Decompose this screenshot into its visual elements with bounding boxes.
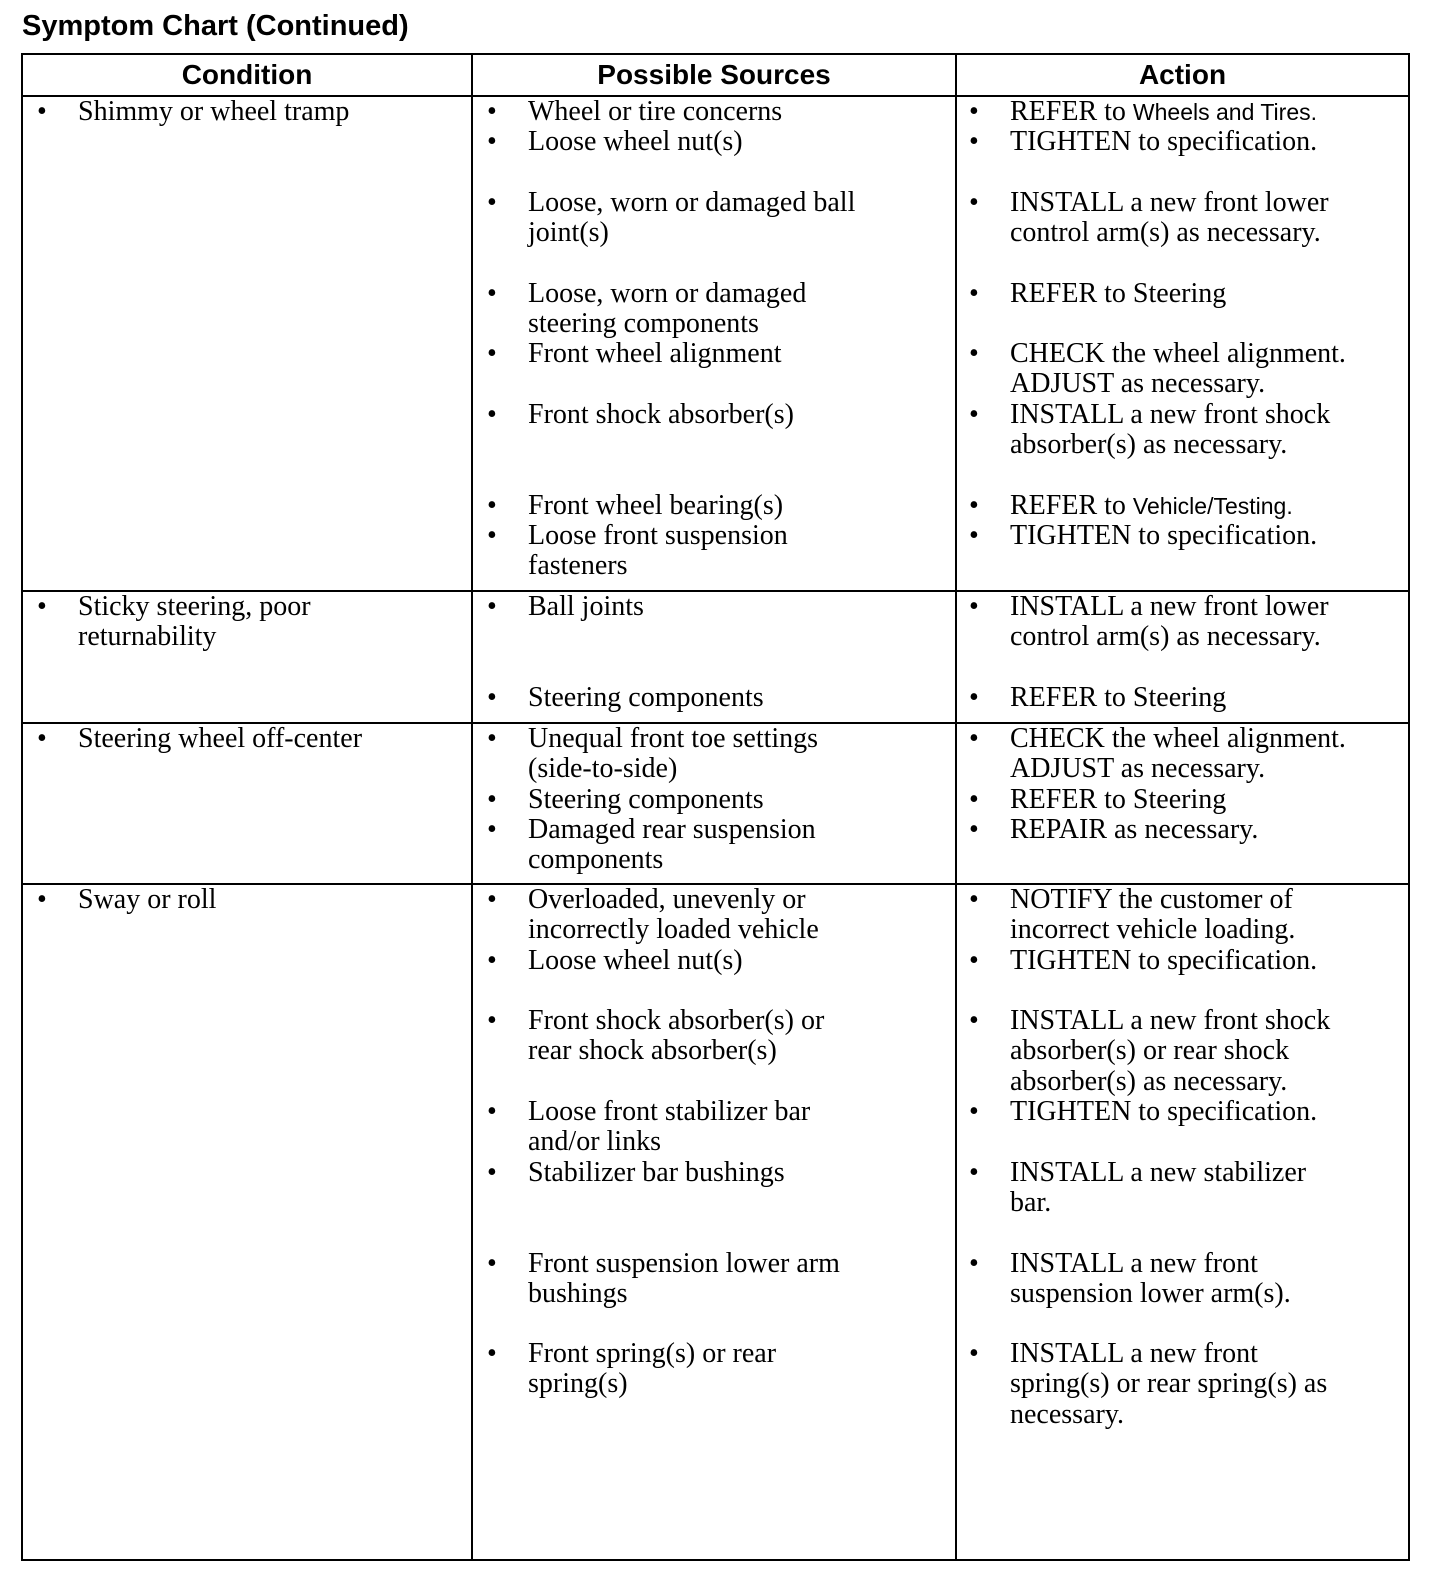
bullet-icon: • bbox=[487, 1338, 497, 1369]
header-action: Action bbox=[1138, 59, 1227, 90]
source-text-line: and/or links bbox=[528, 1126, 661, 1158]
action-text bbox=[1010, 683, 1226, 714]
bullet-icon: • bbox=[969, 723, 979, 754]
action-text-line: absorber(s) or rear shock bbox=[1010, 1035, 1290, 1067]
condition-text-line: returnability bbox=[78, 621, 217, 653]
action-text-line: ADJUST as necessary. bbox=[1010, 753, 1266, 785]
action-text-line: absorber(s) as necessary. bbox=[1010, 1065, 1288, 1097]
action-verb: CHECK the wheel alignment. bbox=[1010, 338, 1346, 369]
source-text-line: Front suspension lower arm bbox=[528, 1248, 840, 1279]
action-text-line: control arm(s) as necessary. bbox=[1010, 217, 1321, 249]
bullet-icon: • bbox=[969, 187, 979, 218]
condition-text-line: Sway or roll bbox=[78, 884, 217, 915]
action-text-line: ADJUST as necessary. bbox=[1010, 368, 1266, 400]
action-verb: REFER to bbox=[1010, 96, 1133, 127]
action-text bbox=[1010, 279, 1226, 310]
bullet-icon: • bbox=[487, 520, 497, 551]
action-verb: INSTALL a new front lower bbox=[1010, 591, 1329, 622]
bullet-icon: • bbox=[487, 126, 497, 157]
source-text-line: Loose front suspension bbox=[528, 520, 788, 551]
action-text bbox=[1010, 97, 1317, 128]
source-text-line: Wheel or tire concerns bbox=[528, 96, 783, 127]
bullet-icon: • bbox=[487, 884, 497, 915]
action-verb: TIGHTEN to specification. bbox=[1010, 520, 1318, 551]
bullet-icon: • bbox=[487, 399, 497, 430]
source-text-line: Damaged rear suspension bbox=[528, 814, 816, 845]
action-text-line: control arm(s) as necessary. bbox=[1010, 621, 1321, 653]
source-text-line: Ball joints bbox=[528, 591, 644, 622]
action-text bbox=[1010, 1339, 1258, 1370]
source-text-line: Front wheel bearing(s) bbox=[528, 490, 784, 521]
action-text bbox=[1010, 592, 1329, 623]
bullet-icon: • bbox=[487, 187, 497, 218]
source-text-line: Loose, worn or damaged ball bbox=[528, 187, 856, 218]
bullet-icon: • bbox=[487, 1157, 497, 1188]
action-verb: CHECK the wheel alignment. bbox=[1010, 723, 1346, 754]
action-text bbox=[1010, 339, 1346, 370]
action-text bbox=[1010, 1158, 1306, 1189]
bullet-icon: • bbox=[487, 1096, 497, 1127]
action-verb: INSTALL a new front bbox=[1010, 1248, 1258, 1279]
bullet-icon: • bbox=[487, 723, 497, 754]
bullet-icon: • bbox=[969, 1096, 979, 1127]
source-text-line: components bbox=[528, 844, 664, 876]
header-possible-sources: Possible Sources bbox=[597, 59, 831, 90]
source-text-line: Unequal front toe settings bbox=[528, 723, 819, 754]
action-text-line: spring(s) or rear spring(s) as bbox=[1010, 1368, 1328, 1400]
bullet-icon: • bbox=[969, 591, 979, 622]
bullet-icon: • bbox=[969, 682, 979, 713]
source-text-line: bushings bbox=[528, 1278, 628, 1310]
bullet-icon: • bbox=[487, 96, 497, 127]
action-text bbox=[1010, 127, 1317, 158]
symptom-table bbox=[21, 53, 1410, 1561]
source-text-line: Steering components bbox=[528, 784, 764, 815]
action-verb: TIGHTEN to specification. bbox=[1010, 945, 1318, 976]
action-verb: INSTALL a new front lower bbox=[1010, 187, 1329, 218]
action-verb: TIGHTEN to specification. bbox=[1010, 1096, 1318, 1127]
action-text bbox=[1010, 885, 1293, 916]
source-text-line: joint(s) bbox=[528, 217, 609, 249]
source-text-line: rear shock absorber(s) bbox=[528, 1035, 777, 1067]
action-verb: REFER to Steering bbox=[1010, 682, 1227, 713]
source-text-line: Loose wheel nut(s) bbox=[528, 945, 743, 976]
source-text-line: Loose front stabilizer bar bbox=[528, 1096, 811, 1127]
source-text-line: Front spring(s) or rear bbox=[528, 1338, 777, 1369]
bullet-icon: • bbox=[969, 278, 979, 309]
action-text bbox=[1010, 785, 1226, 816]
action-text-line: necessary. bbox=[1010, 1398, 1125, 1430]
bullet-icon: • bbox=[969, 814, 979, 845]
bullet-icon: • bbox=[487, 490, 497, 521]
header-condition: Condition bbox=[181, 59, 313, 90]
source-text-line: incorrectly loaded vehicle bbox=[528, 914, 819, 946]
action-verb: INSTALL a new front bbox=[1010, 1338, 1258, 1369]
bullet-icon: • bbox=[487, 338, 497, 369]
column-divider bbox=[471, 55, 473, 1559]
action-text-line: absorber(s) as necessary. bbox=[1010, 429, 1288, 461]
source-text-line: Loose, worn or damaged bbox=[528, 278, 807, 309]
source-text-line: spring(s) bbox=[528, 1368, 628, 1400]
bullet-icon: • bbox=[969, 490, 979, 521]
action-text-line: incorrect vehicle loading. bbox=[1010, 914, 1296, 946]
bullet-icon: • bbox=[969, 1157, 979, 1188]
action-text bbox=[1010, 521, 1317, 552]
action-text bbox=[1010, 491, 1293, 522]
action-verb: REFER to Steering bbox=[1010, 784, 1227, 815]
action-text-line: suspension lower arm(s). bbox=[1010, 1278, 1291, 1310]
action-verb: REFER to Steering bbox=[1010, 278, 1227, 309]
action-text bbox=[1010, 1006, 1330, 1037]
action-text bbox=[1010, 1097, 1317, 1128]
bullet-icon: • bbox=[969, 945, 979, 976]
source-text-line: Stabilizer bar bushings bbox=[528, 1157, 785, 1188]
action-text bbox=[1010, 815, 1258, 846]
action-text bbox=[1010, 724, 1346, 755]
bullet-icon: • bbox=[487, 278, 497, 309]
bullet-icon: • bbox=[969, 1248, 979, 1279]
bullet-icon: • bbox=[487, 1005, 497, 1036]
bullet-icon: • bbox=[969, 338, 979, 369]
bullet-icon: • bbox=[37, 723, 47, 754]
condition-text-line: Sticky steering, poor bbox=[78, 591, 311, 622]
action-text bbox=[1010, 188, 1329, 219]
bullet-icon: • bbox=[969, 884, 979, 915]
action-text bbox=[1010, 400, 1330, 431]
bullet-icon: • bbox=[969, 520, 979, 551]
action-verb: INSTALL a new front shock bbox=[1010, 1005, 1331, 1036]
source-text-line: fasteners bbox=[528, 550, 628, 582]
bullet-icon: • bbox=[969, 126, 979, 157]
source-text-line: Loose wheel nut(s) bbox=[528, 126, 743, 157]
section-reference: Wheels and Tires. bbox=[1132, 99, 1318, 125]
bullet-icon: • bbox=[969, 96, 979, 127]
source-text-line: Overloaded, unevenly or bbox=[528, 884, 806, 915]
action-text bbox=[1010, 946, 1317, 977]
bullet-icon: • bbox=[969, 1005, 979, 1036]
action-text bbox=[1010, 1249, 1258, 1280]
column-divider bbox=[955, 55, 957, 1559]
bullet-icon: • bbox=[487, 784, 497, 815]
condition-text-line: Steering wheel off-center bbox=[78, 723, 363, 754]
bullet-icon: • bbox=[969, 399, 979, 430]
source-text-line: Steering components bbox=[528, 682, 764, 713]
section-reference: Vehicle/Testing. bbox=[1132, 493, 1293, 519]
bullet-icon: • bbox=[487, 945, 497, 976]
source-text-line: Front wheel alignment bbox=[528, 338, 782, 369]
bullet-icon: • bbox=[37, 96, 47, 127]
action-verb: INSTALL a new stabilizer bbox=[1010, 1157, 1307, 1188]
bullet-icon: • bbox=[37, 591, 47, 622]
action-verb: TIGHTEN to specification. bbox=[1010, 126, 1318, 157]
source-text-line: steering components bbox=[528, 308, 759, 340]
bullet-icon: • bbox=[487, 591, 497, 622]
action-text-line: bar. bbox=[1010, 1187, 1052, 1219]
condition-text-line: Shimmy or wheel tramp bbox=[78, 96, 350, 127]
bullet-icon: • bbox=[969, 784, 979, 815]
bullet-icon: • bbox=[487, 682, 497, 713]
action-verb: REPAIR as necessary. bbox=[1010, 814, 1259, 845]
source-text-line: Front shock absorber(s) bbox=[528, 399, 794, 430]
bullet-icon: • bbox=[487, 814, 497, 845]
source-text-line: Front shock absorber(s) or bbox=[528, 1005, 825, 1036]
action-verb: NOTIFY the customer of bbox=[1010, 884, 1293, 915]
page-title: Symptom Chart (Continued) bbox=[22, 10, 409, 42]
bullet-icon: • bbox=[487, 1248, 497, 1279]
action-verb: REFER to bbox=[1010, 490, 1133, 521]
bullet-icon: • bbox=[37, 884, 47, 915]
source-text-line: (side-to-side) bbox=[528, 753, 678, 785]
action-verb: INSTALL a new front shock bbox=[1010, 399, 1331, 430]
bullet-icon: • bbox=[969, 1338, 979, 1369]
